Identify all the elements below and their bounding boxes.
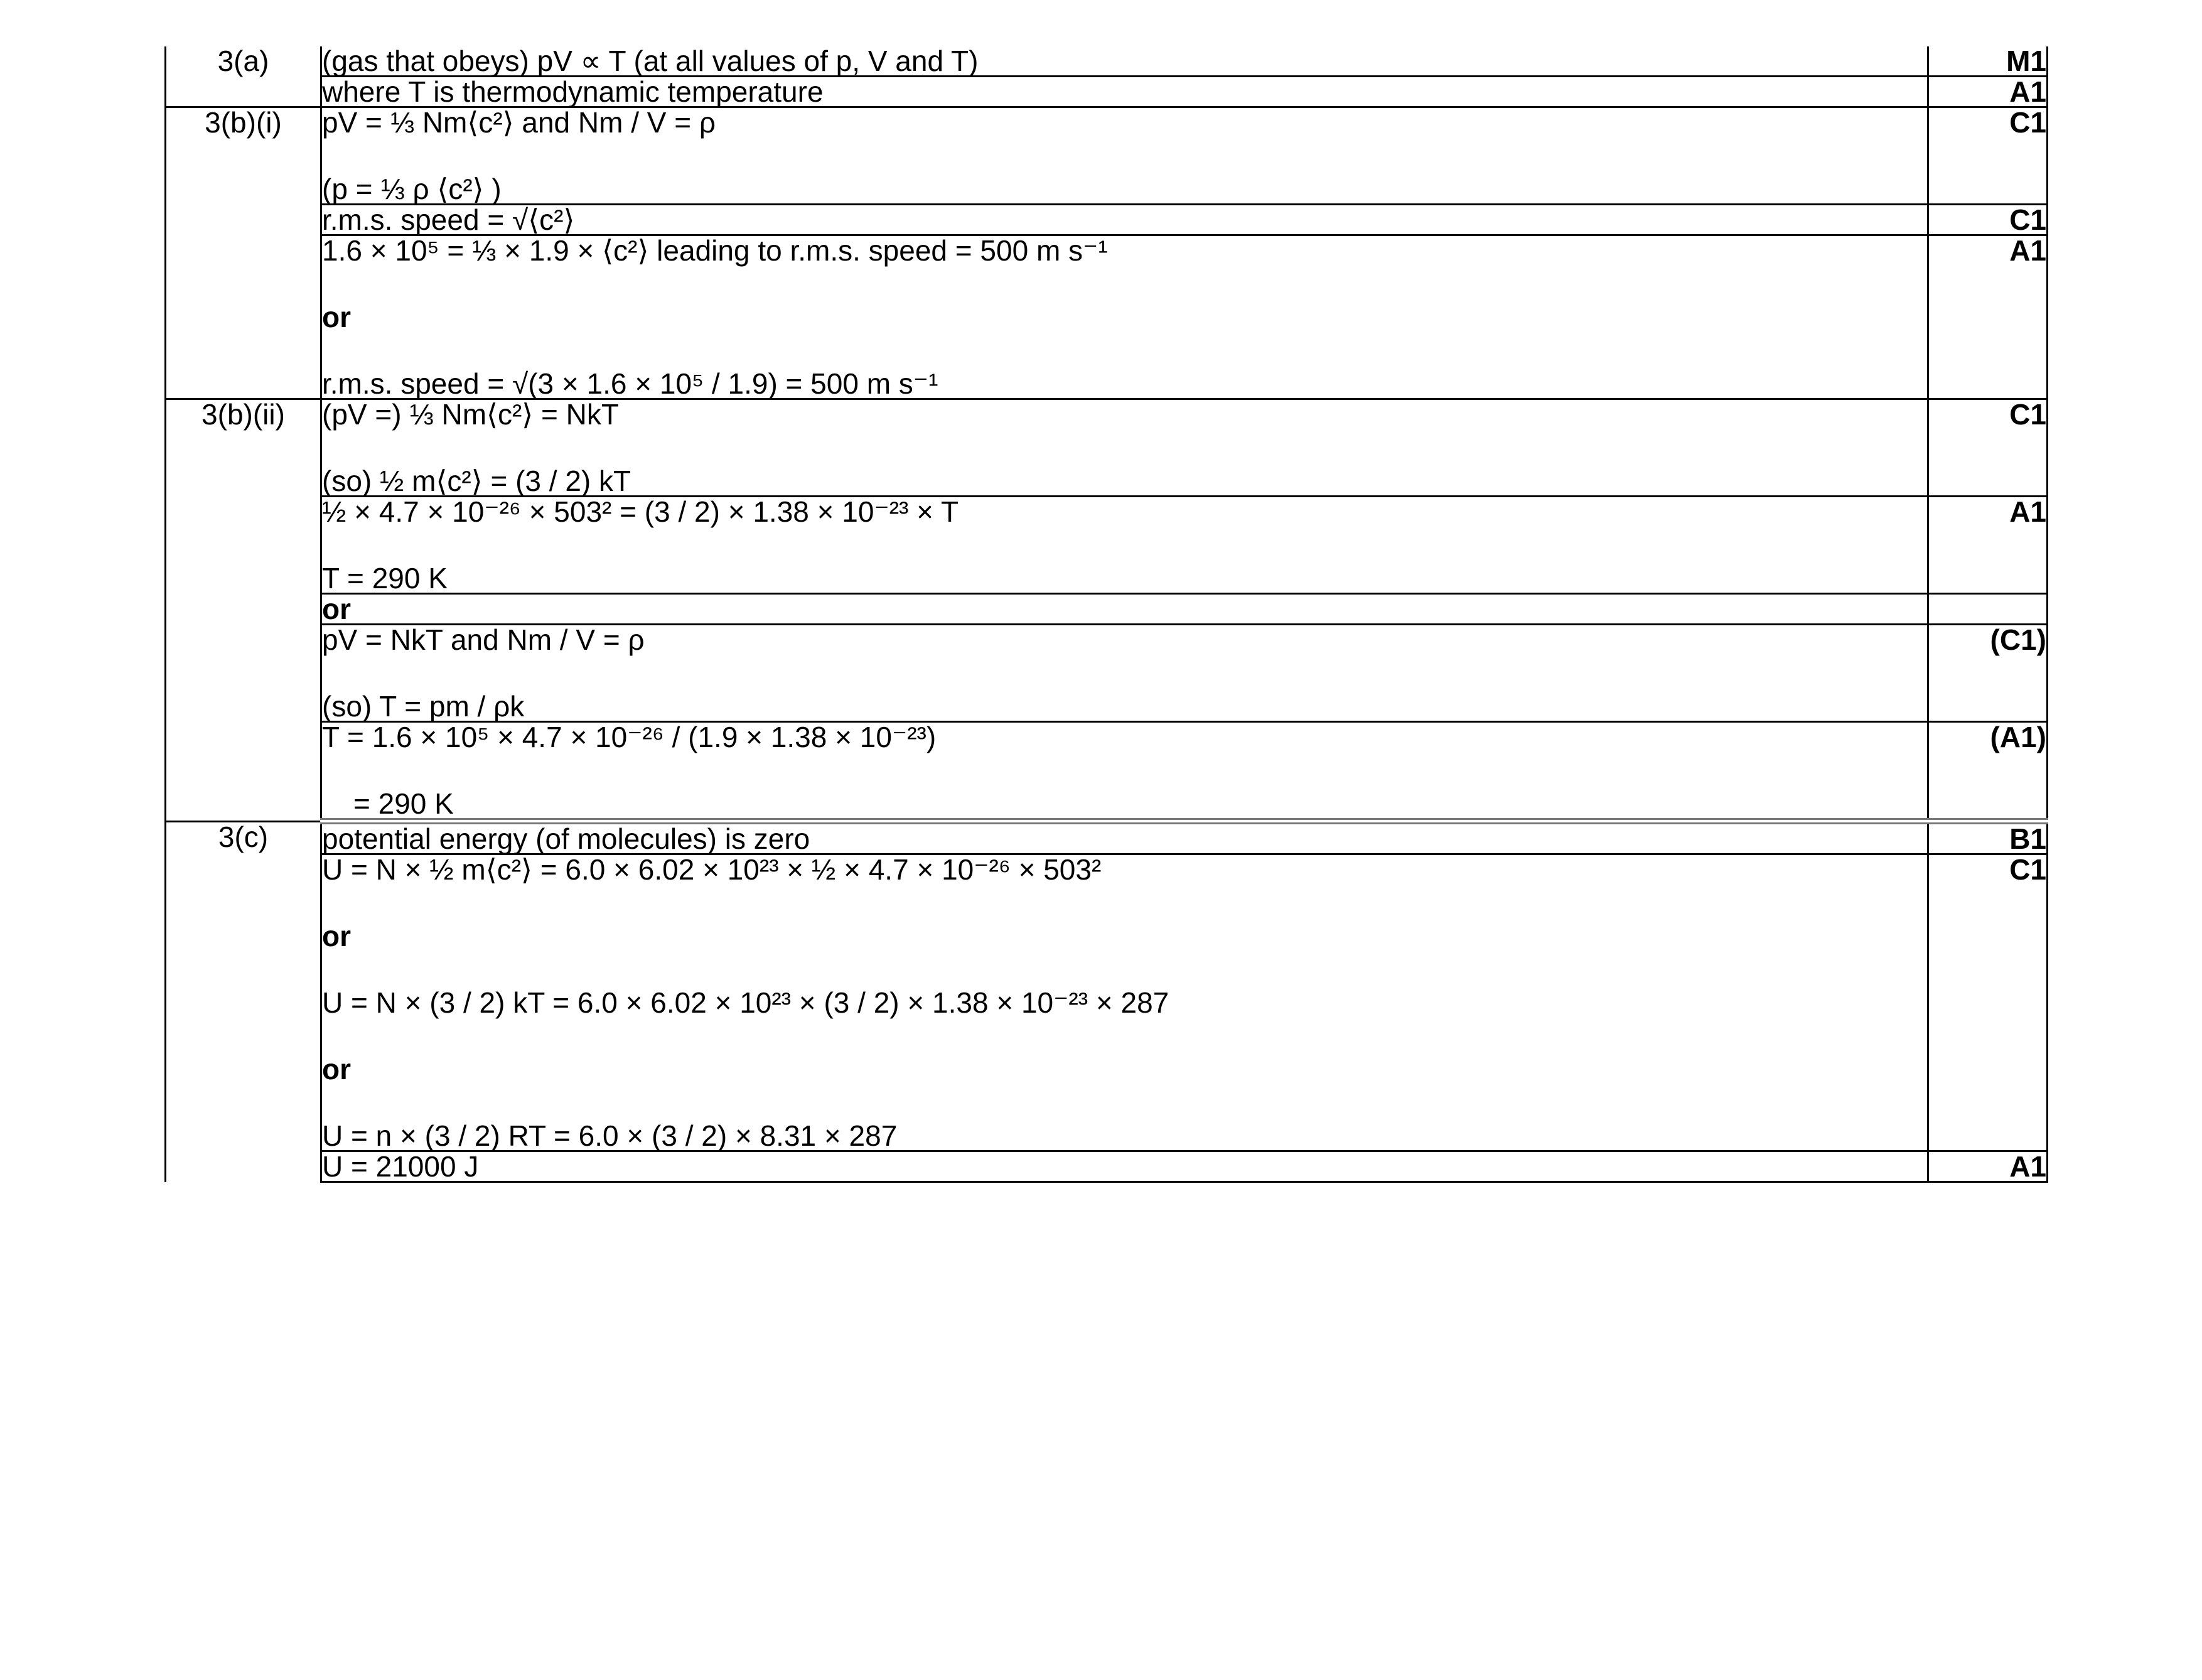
answer-line-or: or bbox=[322, 301, 351, 333]
mark-cell: A1 bbox=[1928, 235, 2048, 399]
mark-cell: (A1) bbox=[1928, 722, 2048, 822]
answer-line: (p = ⅓ ρ ⟨c²⟩ ) bbox=[322, 173, 502, 205]
mark-scheme-table bbox=[164, 46, 2048, 1183]
answer-line: r.m.s. speed = √(3 × 1.6 × 10⁵ / 1.9) = 500 m s⁻¹ bbox=[322, 367, 938, 400]
question-number: 3(b)(i) bbox=[166, 107, 321, 399]
table-row bbox=[166, 625, 2048, 722]
question-number: 3(b)(ii) bbox=[166, 399, 321, 822]
answer-cell bbox=[321, 821, 1928, 854]
answer-line-or: or bbox=[322, 1053, 351, 1085]
mark-cell: A1 bbox=[1928, 1151, 2048, 1182]
answer-line-or: or bbox=[322, 593, 351, 625]
answer-cell bbox=[321, 722, 1928, 822]
answer-line: pV = NkT and Nm / V = ρ bbox=[322, 623, 645, 656]
question-number: 3(c) bbox=[166, 821, 321, 1182]
answer-cell bbox=[321, 77, 1928, 107]
answer-line: = 290 K bbox=[353, 787, 454, 820]
answer-cell bbox=[321, 107, 1928, 205]
table-row bbox=[166, 46, 2048, 77]
mark-cell: A1 bbox=[1928, 497, 2048, 594]
mark-cell: M1 bbox=[1928, 46, 2048, 77]
answer-line: r.m.s. speed = √⟨c²⟩ bbox=[322, 203, 575, 236]
table-row bbox=[166, 235, 2048, 399]
mark-cell: C1 bbox=[1928, 854, 2048, 1151]
mark-cell: (C1) bbox=[1928, 625, 2048, 722]
table-row bbox=[166, 399, 2048, 497]
table-row bbox=[166, 821, 2048, 854]
answer-line: potential energy (of molecules) is zero bbox=[322, 822, 810, 855]
answer-line: U = n × (3 / 2) RT = 6.0 × (3 / 2) × 8.31 × 287 bbox=[322, 1119, 898, 1152]
answer-cell bbox=[321, 497, 1928, 594]
answer-line: 1.6 × 10⁵ = ⅓ × 1.9 × ⟨c²⟩ leading to r.m.s. speed = 500 m s⁻¹ bbox=[322, 234, 1108, 267]
answer-line: (so) ½ m⟨c²⟩ = (3 / 2) kT bbox=[322, 465, 631, 497]
table-row bbox=[166, 497, 2048, 594]
mark-cell: C1 bbox=[1928, 205, 2048, 235]
answer-line-or: or bbox=[322, 920, 351, 952]
mark-cell: C1 bbox=[1928, 399, 2048, 497]
mark-cell: B1 bbox=[1928, 821, 2048, 854]
answer-line: U = 21000 J bbox=[322, 1150, 479, 1183]
table-row bbox=[166, 77, 2048, 107]
answer-line: (so) T = pm / ρk bbox=[322, 690, 525, 723]
table-row bbox=[166, 107, 2048, 205]
table-row bbox=[166, 854, 2048, 1151]
mark-cell: A1 bbox=[1928, 77, 2048, 107]
table-row bbox=[166, 722, 2048, 822]
answer-line: where T is thermodynamic temperature bbox=[322, 75, 824, 108]
answer-line: U = N × ½ m⟨c²⟩ = 6.0 × 6.02 × 10²³ × ½ × 4.7 × 10⁻²⁶ × 503² bbox=[322, 853, 1102, 886]
answer-line: pV = ⅓ Nm⟨c²⟩ and Nm / V = ρ bbox=[322, 106, 716, 139]
answer-cell bbox=[321, 1151, 1928, 1182]
mark-cell bbox=[1928, 594, 2048, 625]
table-row bbox=[166, 205, 2048, 235]
answer-line: U = N × (3 / 2) kT = 6.0 × 6.02 × 10²³ × (3 / 2) × 1.38 × 10⁻²³ × 287 bbox=[322, 986, 1169, 1019]
answer-cell bbox=[321, 46, 1928, 77]
table-row bbox=[166, 1151, 2048, 1182]
answer-line: (pV =) ⅓ Nm⟨c²⟩ = NkT bbox=[322, 398, 619, 431]
answer-line: (gas that obeys) pV ∝ T (at all values of p, V and T) bbox=[322, 45, 979, 77]
answer-cell bbox=[321, 854, 1928, 1151]
answer-cell bbox=[321, 625, 1928, 722]
mark-cell: C1 bbox=[1928, 107, 2048, 205]
answer-cell bbox=[321, 399, 1928, 497]
answer-cell bbox=[321, 594, 1928, 625]
answer-line: T = 290 K bbox=[322, 562, 448, 595]
table-row bbox=[166, 594, 2048, 625]
answer-cell bbox=[321, 205, 1928, 235]
question-number: 3(a) bbox=[166, 46, 321, 107]
answer-line: ½ × 4.7 × 10⁻²⁶ × 503² = (3 / 2) × 1.38 × 10⁻²³ × T bbox=[322, 495, 959, 528]
answer-line: T = 1.6 × 10⁵ × 4.7 × 10⁻²⁶ / (1.9 × 1.38 × 10⁻²³) bbox=[322, 721, 937, 753]
answer-cell bbox=[321, 235, 1928, 399]
